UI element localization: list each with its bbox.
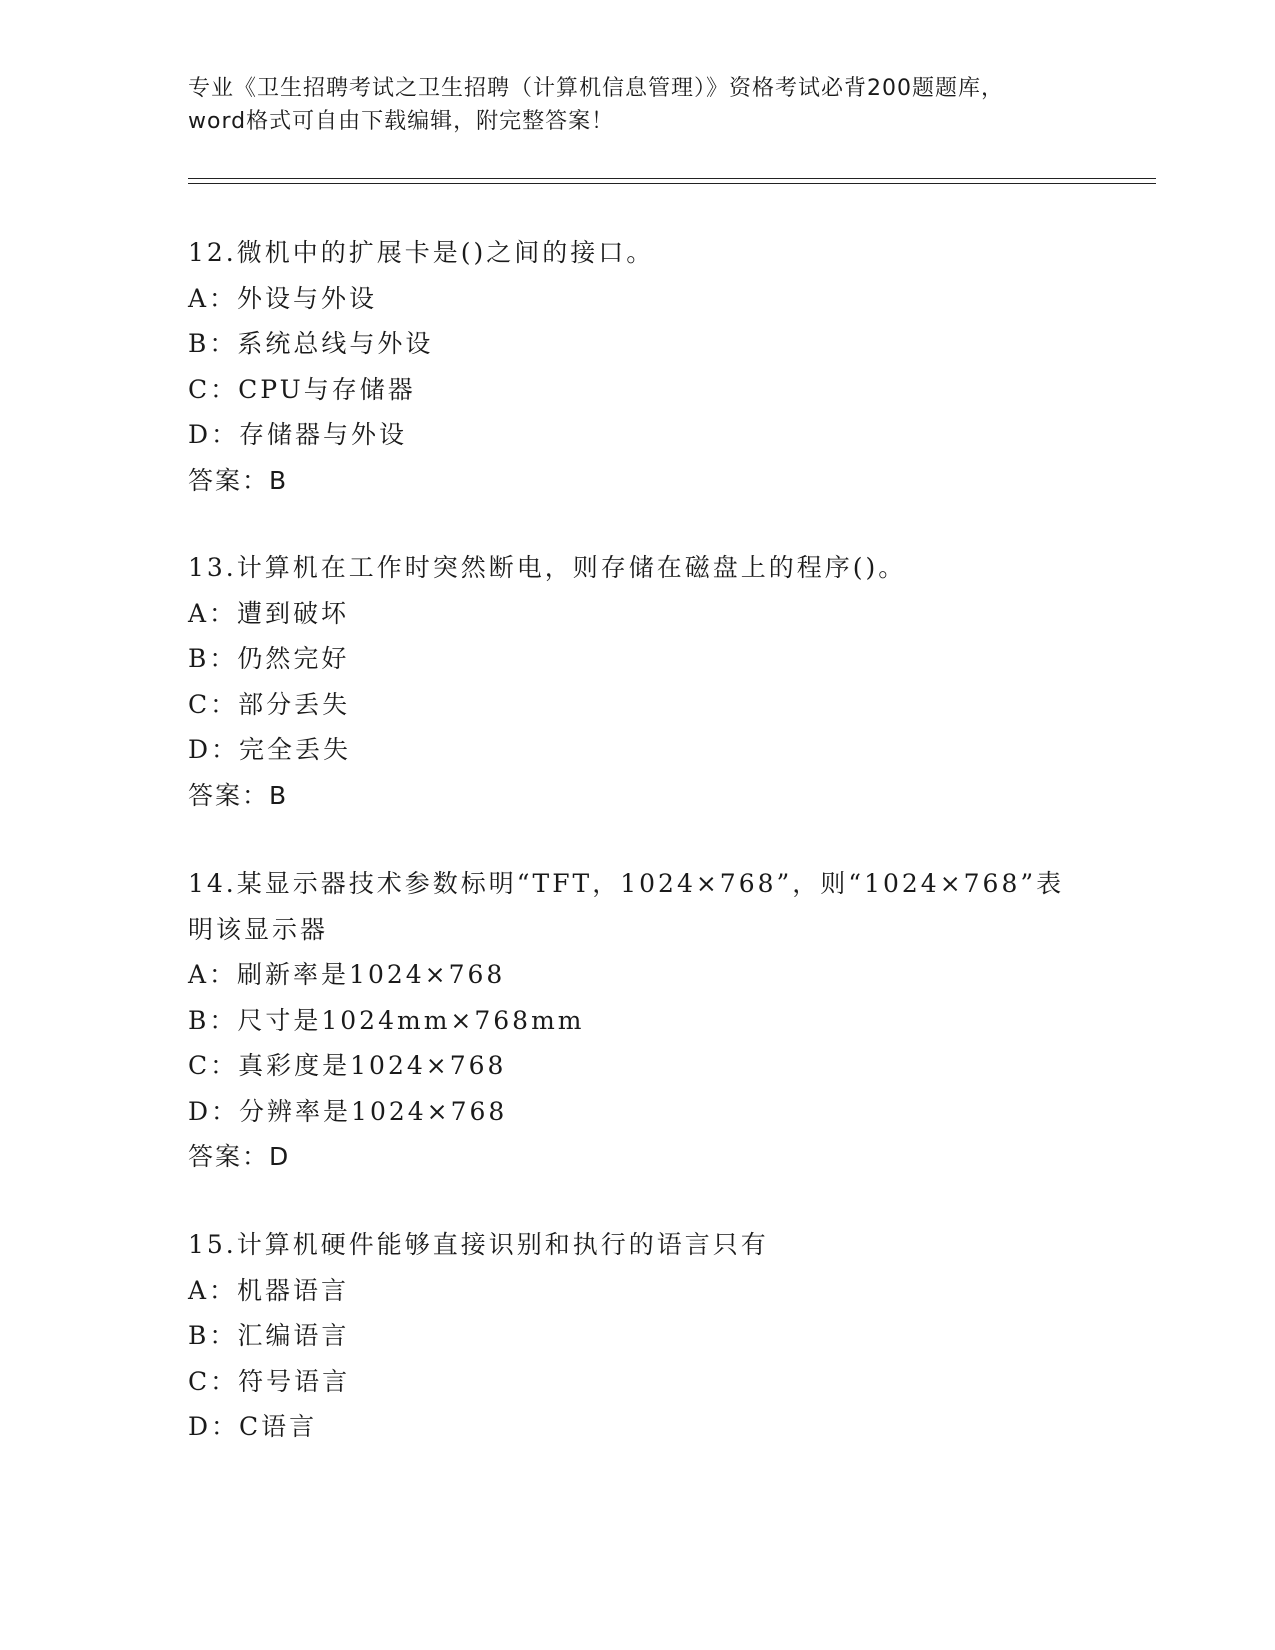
option-b: B：尺寸是1024mm×768mm <box>188 1005 585 1035</box>
header-line-2: word格式可自由下载编辑，附完整答案！ <box>188 109 615 134</box>
question-block <box>188 230 1088 503</box>
question-stem: 13.计算机在工作时突然断电，则存储在磁盘上的程序()。 <box>188 553 907 582</box>
question-stem: 14.某显示器技术参数标明“TFT，1024×768”，则“1024×768”表明该显示器 <box>188 869 1065 944</box>
answer: 答案：B <box>188 465 289 495</box>
option-a: A：外设与外设 <box>188 283 378 313</box>
option-d: D：C语言 <box>188 1412 318 1441</box>
option-b: B：汇编语言 <box>188 1321 350 1350</box>
question-block <box>188 545 1088 818</box>
option-d: D：完全丢失 <box>188 735 352 764</box>
option-a: A：刷新率是1024×768 <box>188 960 506 989</box>
option-d: D：分辨率是1024×768 <box>188 1096 508 1126</box>
option-a: A：遭到破坏 <box>188 598 350 628</box>
question-stem: 15.计算机硬件能够直接识别和执行的语言只有 <box>188 1230 769 1259</box>
header-divider-bottom <box>188 183 1156 184</box>
document-header <box>188 72 1088 138</box>
question-block <box>188 1222 1088 1450</box>
option-c: C：真彩度是1024×768 <box>188 1051 507 1080</box>
answer: 答案：B <box>188 780 289 810</box>
question-block <box>188 861 1088 1180</box>
question-stem: 12.微机中的扩展卡是()之间的接口。 <box>188 238 655 267</box>
header-divider-top <box>188 178 1156 179</box>
option-c: C：部分丢失 <box>188 689 351 719</box>
option-d: D：存储器与外设 <box>188 420 408 449</box>
answer: 答案：D <box>188 1142 291 1171</box>
header-line-1: 专业《卫生招聘考试之卫生招聘（计算机信息管理）》资格考试必背200题题库， <box>188 76 1004 101</box>
option-c: C：CPU与存储器 <box>188 374 416 404</box>
option-c: C：符号语言 <box>188 1366 351 1396</box>
option-b: B：仍然完好 <box>188 644 350 673</box>
option-b: B：系统总线与外设 <box>188 329 434 358</box>
option-a: A：机器语言 <box>188 1275 350 1305</box>
